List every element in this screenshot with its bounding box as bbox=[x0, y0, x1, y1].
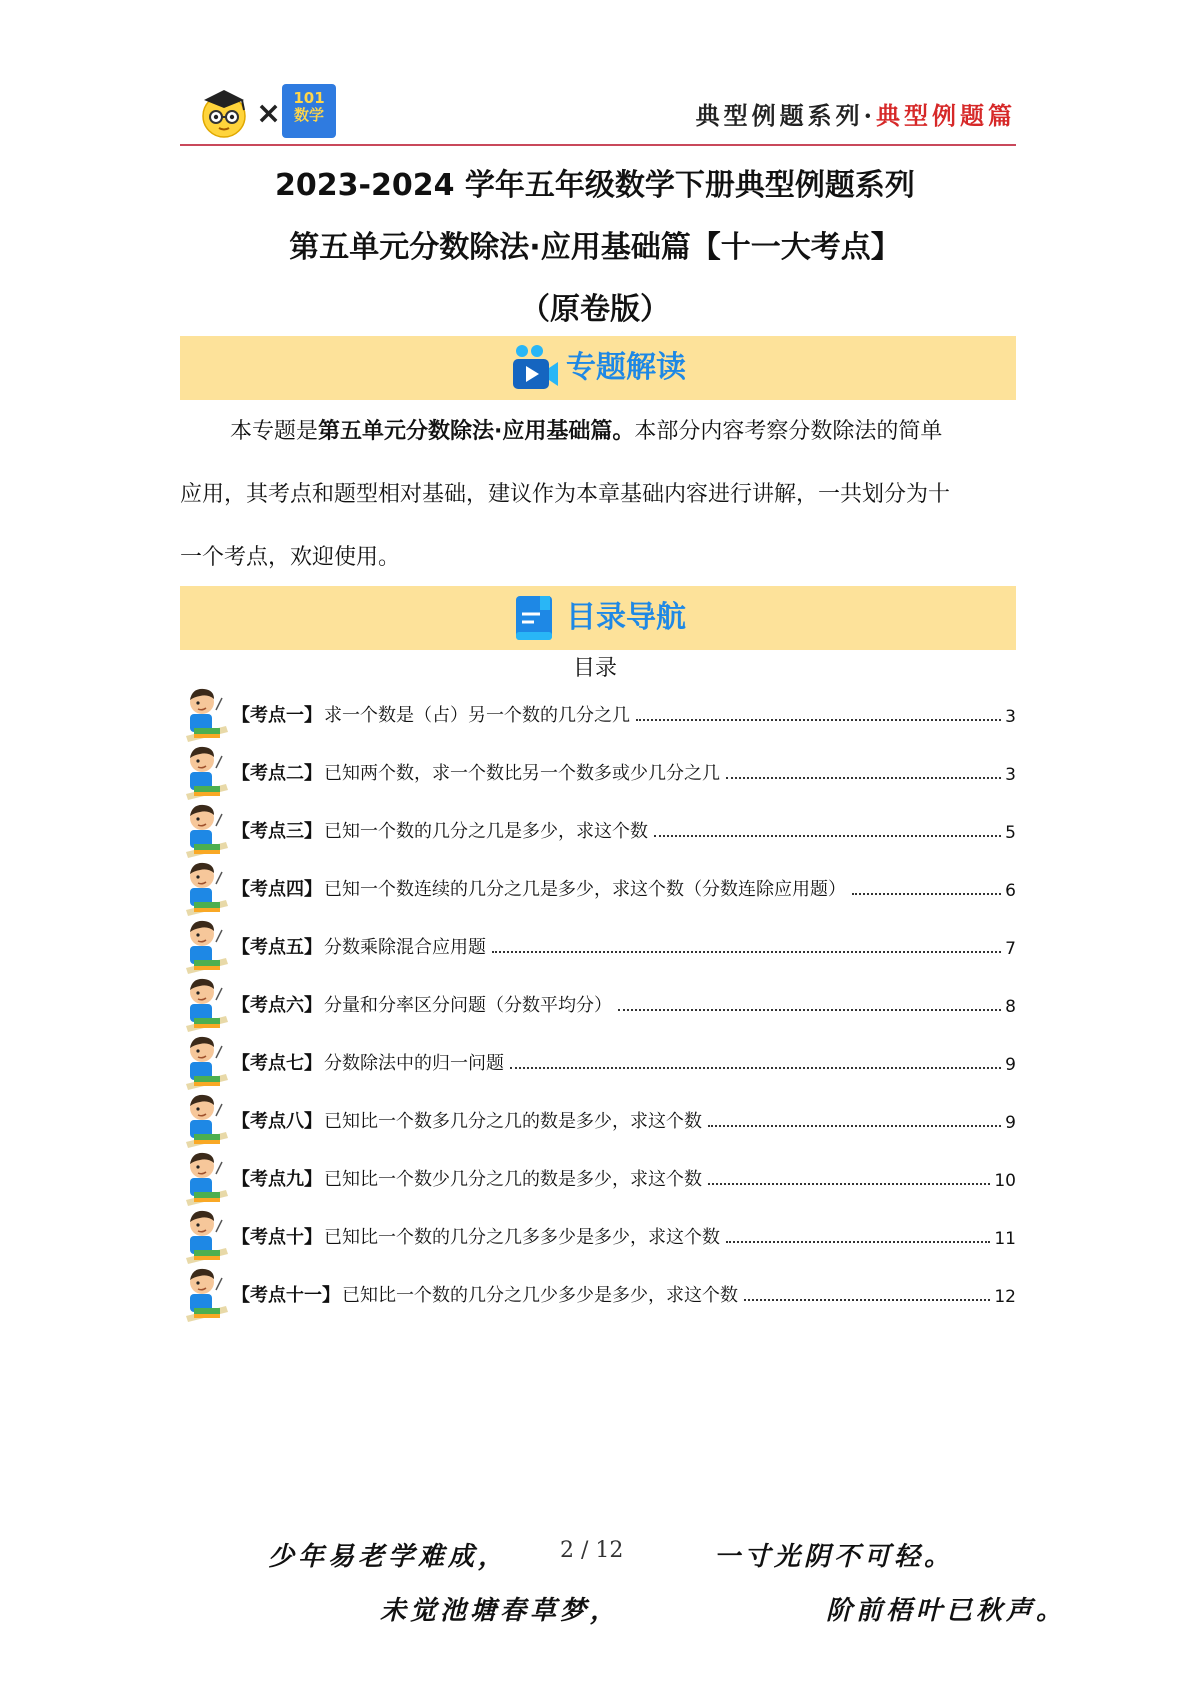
student-reading-icon bbox=[180, 974, 232, 1032]
toc-item-page: 10 bbox=[994, 1171, 1016, 1191]
toc-banner-title: 目录导航 bbox=[566, 600, 686, 635]
toc-item-text bbox=[232, 757, 1016, 785]
toc-leader-dots bbox=[852, 892, 1001, 895]
series-label-black: 典型例题系列· bbox=[695, 101, 876, 130]
toc-leader-dots bbox=[708, 1124, 1001, 1127]
toc-item-key: 【考点五】 bbox=[232, 937, 322, 958]
toc-item-key: 【考点九】 bbox=[232, 1169, 322, 1190]
student-reading-icon bbox=[180, 1264, 232, 1322]
header-divider bbox=[180, 144, 1016, 146]
intro-banner bbox=[180, 336, 1016, 400]
footer-poem-line2: 一寸光阴不可轻。 bbox=[714, 1542, 955, 1572]
toc-item[interactable] bbox=[180, 916, 1016, 974]
toc-item-page: 5 bbox=[1005, 823, 1016, 843]
student-reading-icon bbox=[180, 1032, 232, 1090]
logo-101-math bbox=[282, 84, 336, 138]
logo-101-line2: 数学 bbox=[293, 106, 324, 124]
page-number: 2 / 12 bbox=[560, 1538, 624, 1563]
toc-item-page: 3 bbox=[1005, 707, 1016, 727]
toc-item-title: 求一个数是（占）另一个数的几分之几 bbox=[324, 705, 630, 726]
toc-item-title: 已知一个数连续的几分之几是多少，求这个数（分数连除应用题） bbox=[324, 879, 846, 900]
student-reading-icon bbox=[180, 1090, 232, 1148]
intro-line-1 bbox=[230, 414, 942, 445]
series-label bbox=[696, 96, 1016, 131]
toc-item[interactable] bbox=[180, 1032, 1016, 1090]
toc-leader-dots bbox=[726, 1240, 990, 1243]
toc-item-title: 已知比一个数的几分之几多多少是多少，求这个数 bbox=[324, 1227, 720, 1248]
logo-101-line1: 101 bbox=[293, 89, 325, 107]
toc-item-text bbox=[232, 989, 1016, 1017]
toc-item-title: 分数乘除混合应用题 bbox=[324, 937, 486, 958]
toc-item-page: 12 bbox=[994, 1287, 1016, 1307]
toc-item[interactable] bbox=[180, 974, 1016, 1032]
toc-leader-dots bbox=[618, 1008, 1001, 1011]
footer-poem-line1: 少年易老学难成， bbox=[268, 1542, 509, 1572]
toc-item-key: 【考点二】 bbox=[232, 763, 322, 784]
toc-item[interactable] bbox=[180, 1090, 1016, 1148]
toc-item-key: 【考点十一】 bbox=[232, 1285, 340, 1306]
toc-item-key: 【考点三】 bbox=[232, 821, 322, 842]
student-reading-icon bbox=[180, 800, 232, 858]
toc-leader-dots bbox=[492, 950, 1001, 953]
toc-item-page: 9 bbox=[1005, 1055, 1016, 1075]
toc-item-key: 【考点十】 bbox=[232, 1227, 322, 1248]
footer-poem-line4: 阶前梧叶已秋声。 bbox=[826, 1596, 1067, 1626]
toc-heading: 目录 bbox=[572, 656, 617, 681]
toc-item-text bbox=[232, 1279, 1016, 1307]
intro-banner-title: 专题解读 bbox=[566, 350, 686, 385]
intro-line-1-suffix: 本部分内容考察分数除法的简单 bbox=[634, 419, 943, 444]
toc-leader-dots bbox=[510, 1066, 1001, 1069]
toc-item[interactable] bbox=[180, 684, 1016, 742]
doc-title-line3: （原卷版） bbox=[520, 292, 670, 327]
doc-title-line2: 第五单元分数除法·应用基础篇【十一大考点】 bbox=[289, 230, 901, 265]
toc-item-page: 6 bbox=[1005, 881, 1016, 901]
toc-leader-dots bbox=[726, 776, 1001, 779]
toc-item-title: 已知一个数的几分之几是多少，求这个数 bbox=[324, 821, 648, 842]
toc-leader-dots bbox=[636, 718, 1001, 721]
student-reading-icon bbox=[180, 684, 232, 742]
toc-item[interactable] bbox=[180, 1148, 1016, 1206]
footer-poem-line3: 未觉池塘春草梦， bbox=[380, 1596, 621, 1626]
doc-title-line1: 2023-2024 学年五年级数学下册典型例题系列 bbox=[275, 168, 915, 203]
intro-line-1-prefix: 本专题是 bbox=[230, 419, 319, 444]
toc-item-key: 【考点七】 bbox=[232, 1053, 322, 1074]
toc-leader-dots bbox=[708, 1182, 990, 1185]
toc-item-key: 【考点六】 bbox=[232, 995, 322, 1016]
video-play-icon bbox=[510, 342, 560, 394]
toc-item-title: 已知比一个数多几分之几的数是多少，求这个数 bbox=[324, 1111, 702, 1132]
toc-item-key: 【考点四】 bbox=[232, 879, 322, 900]
toc-item-text bbox=[232, 1163, 1016, 1191]
toc-item-page: 11 bbox=[994, 1229, 1016, 1249]
toc-item-page: 7 bbox=[1005, 939, 1016, 959]
toc-item-key: 【考点一】 bbox=[232, 705, 322, 726]
toc-leader-dots bbox=[654, 834, 1001, 837]
intro-line-2: 应用，其考点和题型相对基础，建议作为本章基础内容进行讲解，一共划分为十 bbox=[180, 482, 951, 507]
intro-line-1-bold: 第五单元分数除法·应用基础篇。 bbox=[318, 419, 635, 444]
logo-separator: × bbox=[256, 96, 282, 131]
toc-item[interactable] bbox=[180, 742, 1016, 800]
toc-item[interactable] bbox=[180, 800, 1016, 858]
toc-item-text bbox=[232, 699, 1016, 727]
owl-logo-icon bbox=[198, 86, 250, 138]
notebook-icon bbox=[510, 592, 560, 644]
student-reading-icon bbox=[180, 1148, 232, 1206]
intro-line-3: 一个考点，欢迎使用。 bbox=[180, 545, 401, 570]
toc-item-title: 已知比一个数少几分之几的数是多少，求这个数 bbox=[324, 1169, 702, 1190]
toc-item[interactable] bbox=[180, 1206, 1016, 1264]
student-reading-icon bbox=[180, 858, 232, 916]
toc-item-title: 分量和分率区分问题（分数平均分） bbox=[324, 995, 612, 1016]
toc-leader-dots bbox=[744, 1298, 990, 1301]
toc-item-page: 9 bbox=[1005, 1113, 1016, 1133]
toc-item-title: 已知比一个数的几分之几少多少是多少，求这个数 bbox=[342, 1285, 738, 1306]
toc-item-text bbox=[232, 1221, 1016, 1249]
toc-item[interactable] bbox=[180, 1264, 1016, 1322]
toc-banner bbox=[180, 586, 1016, 650]
toc-item-title: 已知两个数，求一个数比另一个数多或少几分之几 bbox=[324, 763, 720, 784]
series-label-red: 典型例题篇 bbox=[876, 101, 1016, 130]
student-reading-icon bbox=[180, 1206, 232, 1264]
toc-item-text bbox=[232, 873, 1016, 901]
student-reading-icon bbox=[180, 916, 232, 974]
toc-item-text bbox=[232, 815, 1016, 843]
toc-item-title: 分数除法中的归一问题 bbox=[324, 1053, 504, 1074]
toc-item-page: 3 bbox=[1005, 765, 1016, 785]
toc-item-text bbox=[232, 1105, 1016, 1133]
toc-item-text bbox=[232, 931, 1016, 959]
toc-item-page: 8 bbox=[1005, 997, 1016, 1017]
toc-item[interactable] bbox=[180, 858, 1016, 916]
toc-item-text bbox=[232, 1047, 1016, 1075]
student-reading-icon bbox=[180, 742, 232, 800]
toc-item-key: 【考点八】 bbox=[232, 1111, 322, 1132]
page-header bbox=[180, 82, 1016, 144]
